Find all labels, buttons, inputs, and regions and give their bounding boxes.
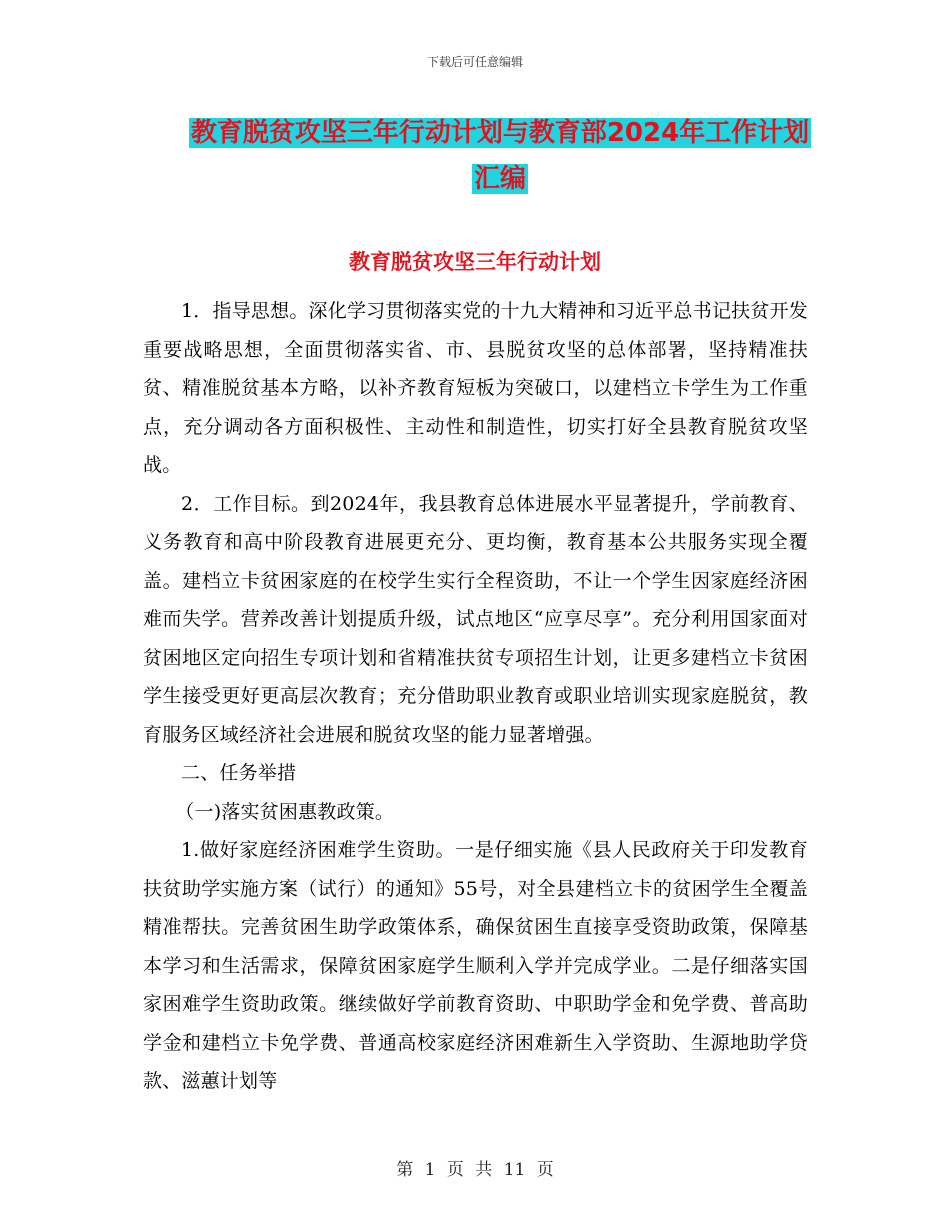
document-title-line2: 汇编 <box>473 164 526 194</box>
heading-tasks: 二、任务举措 <box>181 762 297 784</box>
document-title <box>140 110 860 202</box>
paragraph-guiding-thought: 1．指导思想。深化学习贯彻落实党的十九大精神和习近平总书记扶贫开发重要战略思想，全面贯彻落实省、市、县脱贫攻坚的总体部署，坚持精准扶贫、精准脱贫基本方略，以补齐教育短板为突破口，以建档立卡学生为工作重点，充分调动各方面积极性、主动性和制造性，切实打好全县教育脱贫攻坚战。 <box>143 300 808 476</box>
page-footer: 第 1 页 共 11 页 <box>396 1160 554 1180</box>
header-note: 下载后可任意编辑 <box>426 55 523 69</box>
document-body <box>143 292 808 1101</box>
section-title: 教育脱贫攻坚三年行动计划 <box>349 250 601 274</box>
heading-policy: （一)落实贫困惠教政策。 <box>175 800 395 823</box>
document-title-line1: 教育脱贫攻坚三年行动计划与教育部2024年工作计划 <box>190 118 810 148</box>
paragraph-student-aid: 1.做好家庭经济困难学生资助。一是仔细实施《县人民政府关于印发教育扶贫助学实施方案（试行）的通知》55号，对全县建档立卡的贫困学生全覆盖精准帮扶。完善贫困生助学政策体系，确保贫困生直接享受资助政策，保障基本学习和生活需求，保障贫困家庭学生顺利入学并完成学业。二是仔细落实国家困难学生资助政策。继续做好学前教育资助、中职助学金和免学费、普高助学金和建档立卡免学费、普通高校家庭经济困难新生入学资助、生源地助学贷款、滋蕙计划等 <box>143 839 808 1092</box>
paragraph-work-goals: 2．工作目标。到2024年，我县教育总体进展水平显著提升，学前教育、义务教育和高中阶段教育进展更充分、更均衡，教育基本公共服务实现全覆盖。建档立卡贫困家庭的在校学生实行全程资助，不让一个学生因家庭经济困难而失学。营养改善计划提质升级，试点地区“应享尽享”。充分利用国家面对贫困地区定向招生专项计划和省精准扶贫专项招生计划，让更多建档立卡贫困学生接受更好更高层次教育；充分借助职业教育或职业培训实现家庭脱贫，教育服务区域经济社会进展和脱贫攻坚的能力显著增强。 <box>143 492 808 746</box>
